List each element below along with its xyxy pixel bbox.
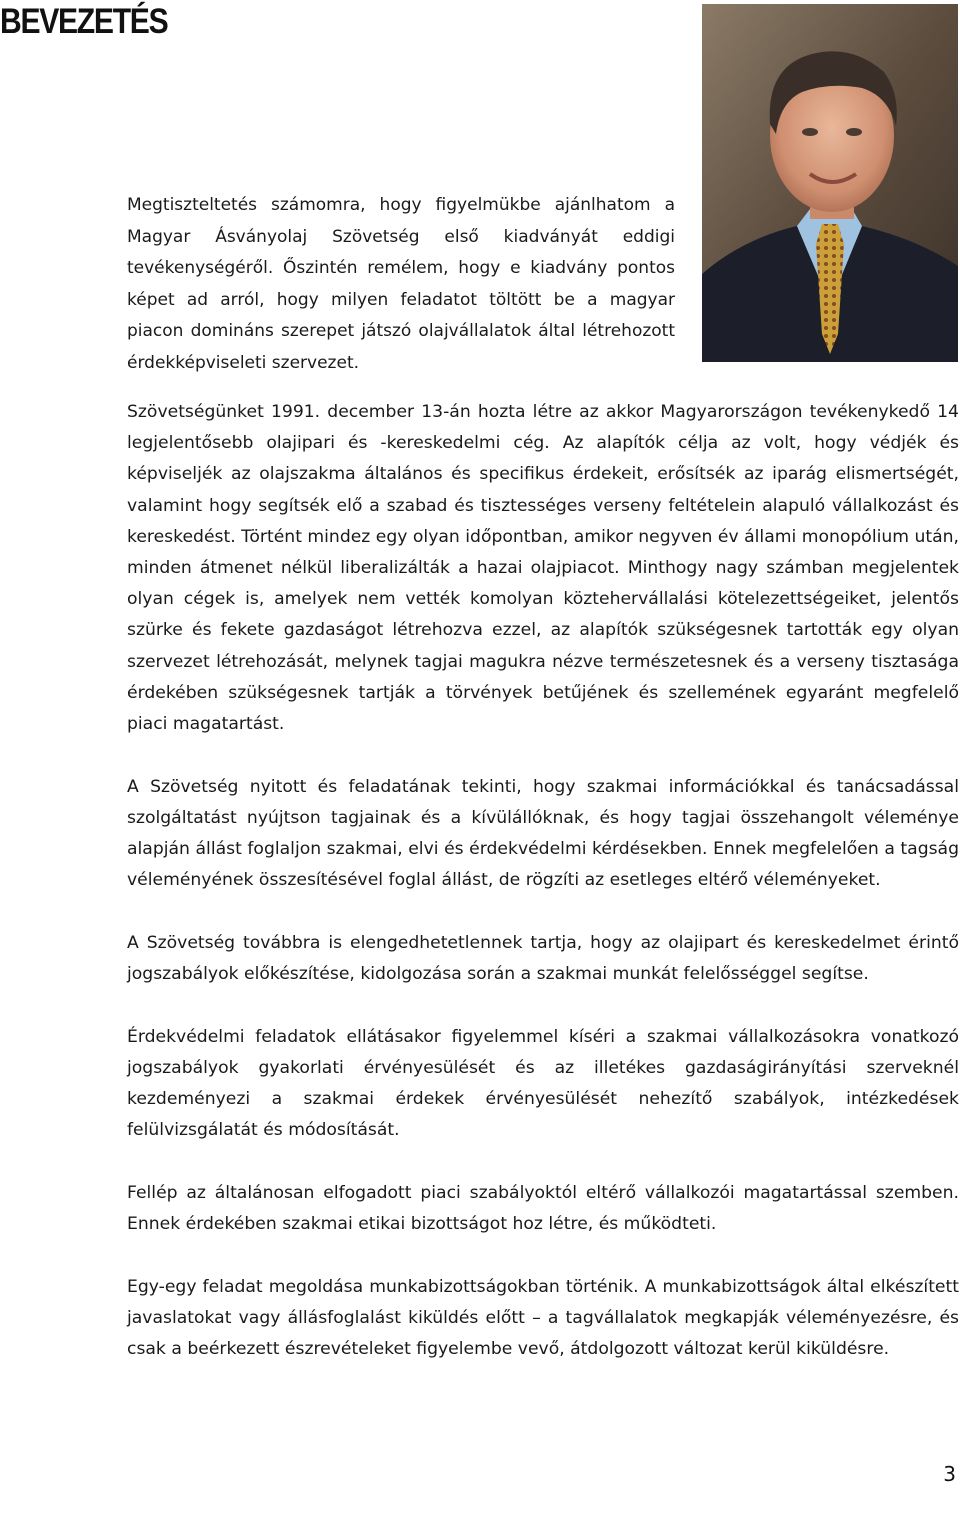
portrait-photo <box>702 4 958 362</box>
paragraph-founding: Szövetségünket 1991. december 13-án hozta létre az akkor Magyarországon tevékenykedő 14 legjelentősebb olajipari és -kereskedelmi cég. Az alapítók célja az volt, hogy védjék és képviseljék az olajszakma általános és specifikus érdekeit, erősítsék az iparág elismertségét, valamint hogy segítsék elő a szabad és tisztességes verseny feltételein alapuló vállalkozást és kereskedést. Történt mindez egy olyan időpontban, amikor negyven év állami monopólium után, minden átmenet nélkül liberalizálták a hazai olajpiacot. Minthogy nagy számban megjelentek olyan cégek is, amelyek nem vették komolyan köztehervállalási kötelezettségeiket, jelentős szürke és fekete gazdaságot létrehozva ezzel, az alapítók szükségesnek tartották egy olyan szervezet létrehozását, melynek tagjai magukra nézve természetesnek és a verseny tisztasága érdekében szükségesnek tartják a törvények betűjének és szellemének egyaránt megfelelő piaci magatartást. <box>127 402 959 735</box>
paragraph-committees: Egy-egy feladat megoldása munkabizottságokban történik. A munkabizottságok által elkészített javaslatokat vagy állásfoglalást kiküldés előtt – a tagvállalatok megkapják véleményezésre, és csak a beérkezett észrevételeket figyelembe vevő, átdolgozott változat kerül kiküldésre. <box>127 1276 959 1360</box>
portrait-illustration <box>702 4 958 362</box>
page-title: BEVEZETÉS <box>0 2 168 41</box>
body-text <box>127 397 959 1397</box>
paragraph-legislation: A Szövetség továbbra is elengedhetetlennek tartja, hogy az olajipart és kereskedelmet érintő jogszabályok előkészítése, kidolgozása során a szakmai munkát felelősséggel segítse. <box>127 932 959 985</box>
page-number: 3 <box>943 1462 956 1486</box>
paragraph-advocacy: Érdekvédelmi feladatok ellátásakor figyelemmel kíséri a szakmai vállalkozásokra vonatkozó jogszabályok gyakorlati érvényesülését és az illetékes gazdaságirányítási szerveknél kezdeményezi a szakmai érdekek érvényesülését nehezítő szabályok, intézkedések felülvizsgálatát és módosítását. <box>127 1026 959 1141</box>
intro-paragraph: Megtiszteltetés számomra, hogy figyelmükbe ajánlhatom a Magyar Ásványolaj Szövetség első kiadványát eddigi tevékenységéről. Őszintén remélem, hogy e kiadvány pontos képet ad arról, hogy milyen feladatot töltött be a magyar piacon domináns szerepet játszó olajvállalatok által létrehozott érdekképviseleti szervezet. <box>127 195 675 373</box>
paragraph-ethics: Fellép az általánosan elfogadott piaci szabályoktól eltérő vállalkozói magatartással szemben. Ennek érdekében szakmai etikai bizottságot hoz létre, és működteti. <box>127 1182 959 1235</box>
paragraph-services: A Szövetség nyitott és feladatának tekinti, hogy szakmai információkkal és tanácsadással szolgáltatást nyújtson tagjainak és a kívülállóknak, és hogy tagjai összehangolt véleménye alapján állást foglaljon szakmai, elvi és érdekvédelmi kérdésekben. Ennek megfelelően a tagság véleményének összesítésével foglal állást, de rögzíti az esetleges eltérő véleményeket. <box>127 776 959 891</box>
